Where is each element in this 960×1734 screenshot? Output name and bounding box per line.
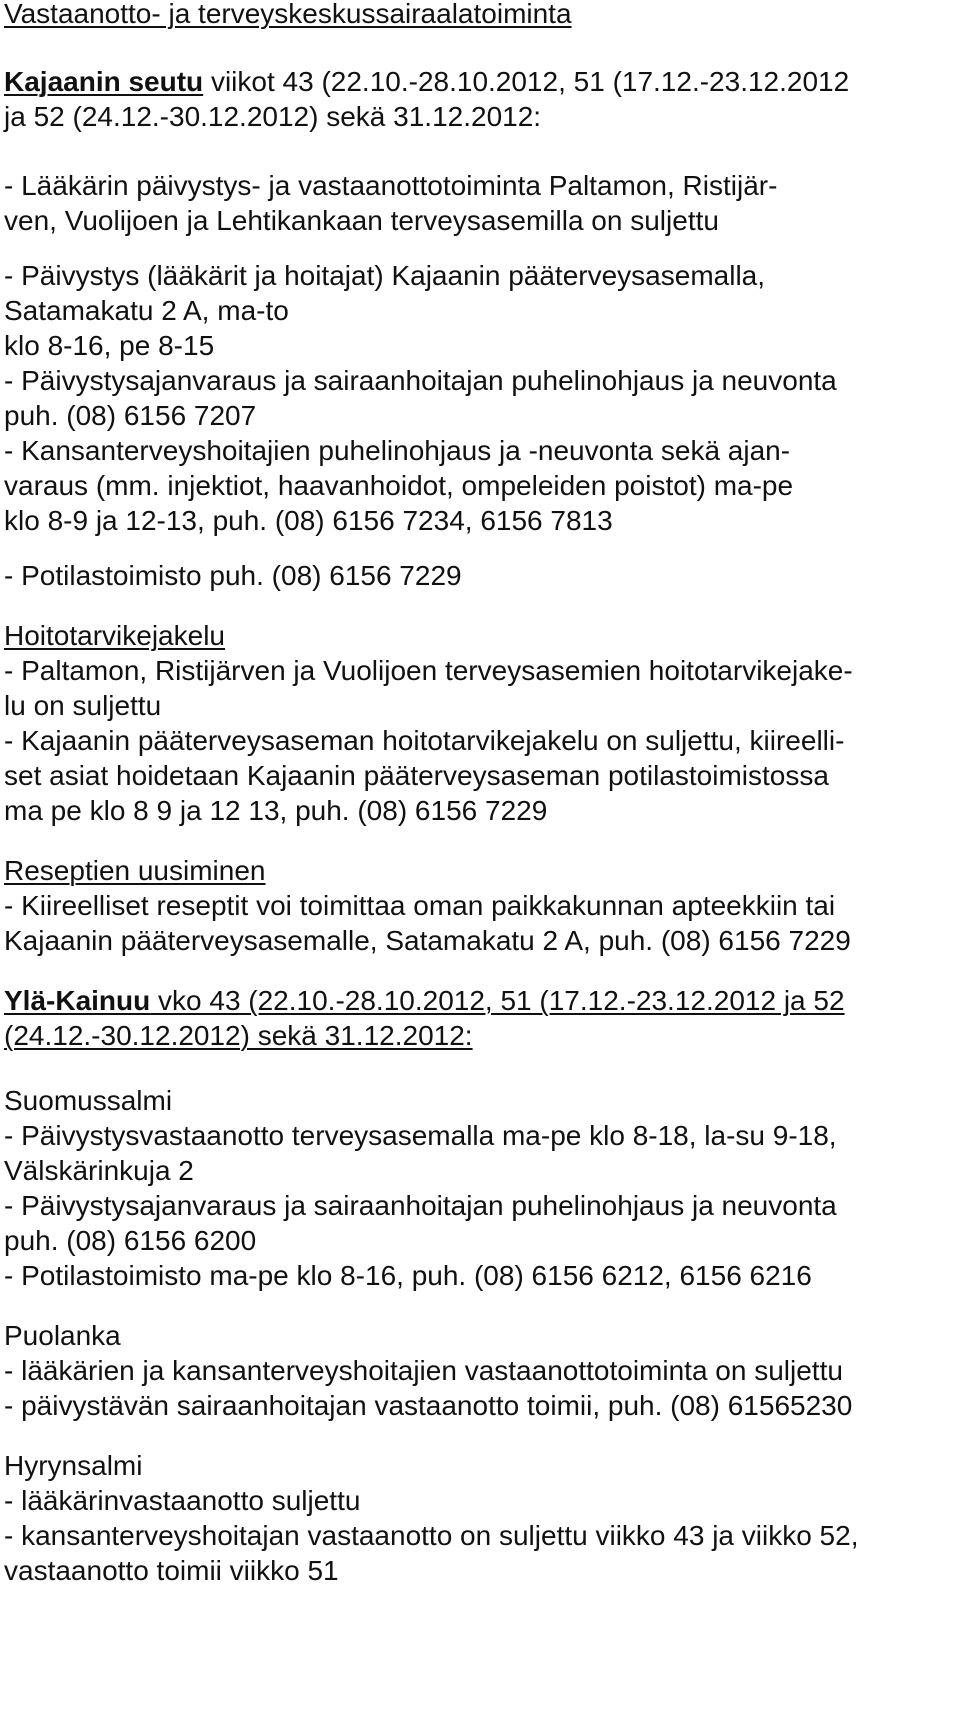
prescriptions-item-line: Kajaanin pääterveysasemalle, Satamakatu 2 A, puh. (08) 6156 7229 xyxy=(4,925,851,956)
kajaani-item-line: - Päivystys (lääkärit ja hoitajat) Kajaanin pääterveysasemalla, xyxy=(4,260,766,291)
suomussalmi-item-line: - Potilastoimisto ma-pe klo 8-16, puh. (08) 6156 6212, 6156 6216 xyxy=(4,1260,812,1291)
kajaani-item-line: varaus (mm. injektiot, haavanhoidot, ompeleiden poistot) ma-pe xyxy=(4,470,794,501)
puolanka-item-line: - päivystävän sairaanhoitajan vastaanotto toimii, puh. (08) 61565230 xyxy=(4,1390,853,1421)
ylakainuu-period-line-2: (24.12.-30.12.2012) sekä 31.12.2012: xyxy=(4,1020,473,1051)
suomussalmi-item-line: Välskärinkuja 2 xyxy=(4,1155,194,1186)
kajaani-item-line: klo 8-9 ja 12-13, puh. (08) 6156 7234, 6156 7813 xyxy=(4,505,613,536)
prescriptions-heading: Reseptien uusiminen xyxy=(4,855,266,886)
kajaani-item-line: Satamakatu 2 A, ma-to xyxy=(4,295,289,326)
suomussalmi-item-line: - Päivystysajanvaraus ja sairaanhoitajan puhelinohjaus ja neuvonta xyxy=(4,1190,837,1221)
supplies-item-line: - Kajaanin pääterveysaseman hoitotarvikejakelu on suljettu, kiireelli- xyxy=(4,725,845,756)
prescriptions-item-line: - Kiireelliset reseptit voi toimittaa oman paikkakunnan apteekkiin tai xyxy=(4,890,836,921)
kajaani-item-line: puh. (08) 6156 7207 xyxy=(4,400,257,431)
kajaani-item-line: - Lääkärin päivystys- ja vastaanottotoiminta Paltamon, Ristijär- xyxy=(4,170,778,201)
puolanka-item-line: - lääkärien ja kansanterveyshoitajien vastaanottotoiminta on suljettu xyxy=(4,1355,843,1386)
kajaani-item-line: - Päivystysajanvaraus ja sairaanhoitajan puhelinohjaus ja neuvonta xyxy=(4,365,837,396)
section-title: Vastaanotto- ja terveyskeskussairaalatoiminta xyxy=(4,0,572,29)
hyrynsalmi-item-line: - lääkärinvastaanotto suljettu xyxy=(4,1485,361,1516)
kajaani-period-line-2: ja 52 (24.12.-30.12.2012) sekä 31.12.2012: xyxy=(4,101,542,132)
kajaani-item-line: klo 8-16, pe 8-15 xyxy=(4,330,215,361)
suomussalmi-heading: Suomussalmi xyxy=(4,1085,173,1116)
kajaani-item-line: - Potilastoimisto puh. (08) 6156 7229 xyxy=(4,560,462,591)
supplies-item-line: ma pe klo 8 9 ja 12 13, puh. (08) 6156 7229 xyxy=(4,795,548,826)
hyrynsalmi-item-line: - kansanterveyshoitajan vastaanotto on suljettu viikko 43 ja viikko 52, xyxy=(4,1520,859,1551)
kajaani-period-text: viikot 43 (22.10.-28.10.2012, 51 (17.12.-23.12.2012 xyxy=(203,66,850,97)
supplies-heading: Hoitotarvikejakelu xyxy=(4,620,225,651)
kajaani-region-heading: Kajaanin seutu xyxy=(4,66,204,97)
puolanka-heading: Puolanka xyxy=(4,1320,121,1351)
ylakainuu-period-text: vko 43 (22.10.-28.10.2012, 51 (17.12.-23.12.2012 ja 52 xyxy=(150,985,845,1016)
kajaani-item-line: ven, Vuolijoen ja Lehtikankaan terveysasemilla on suljettu xyxy=(4,205,719,236)
supplies-item-line: - Paltamon, Ristijärven ja Vuolijoen terveysasemien hoitotarvikejake- xyxy=(4,655,853,686)
supplies-item-line: set asiat hoidetaan Kajaanin pääterveysaseman potilastoimistossa xyxy=(4,760,829,791)
hyrynsalmi-heading: Hyrynsalmi xyxy=(4,1450,143,1481)
kajaani-period-line-1 xyxy=(4,64,849,100)
ylakainuu-period-line-1 xyxy=(4,983,845,1019)
hyrynsalmi-item-line: vastaanotto toimii viikko 51 xyxy=(4,1555,339,1586)
ylakainuu-region-heading: Ylä-Kainuu xyxy=(4,985,151,1016)
suomussalmi-item-line: puh. (08) 6156 6200 xyxy=(4,1225,257,1256)
suomussalmi-item-line: - Päivystysvastaanotto terveysasemalla ma-pe klo 8-18, la-su 9-18, xyxy=(4,1120,837,1151)
supplies-item-line: lu on suljettu xyxy=(4,690,162,721)
kajaani-item-line: - Kansanterveyshoitajien puhelinohjaus ja -neuvonta sekä ajan- xyxy=(4,435,791,466)
